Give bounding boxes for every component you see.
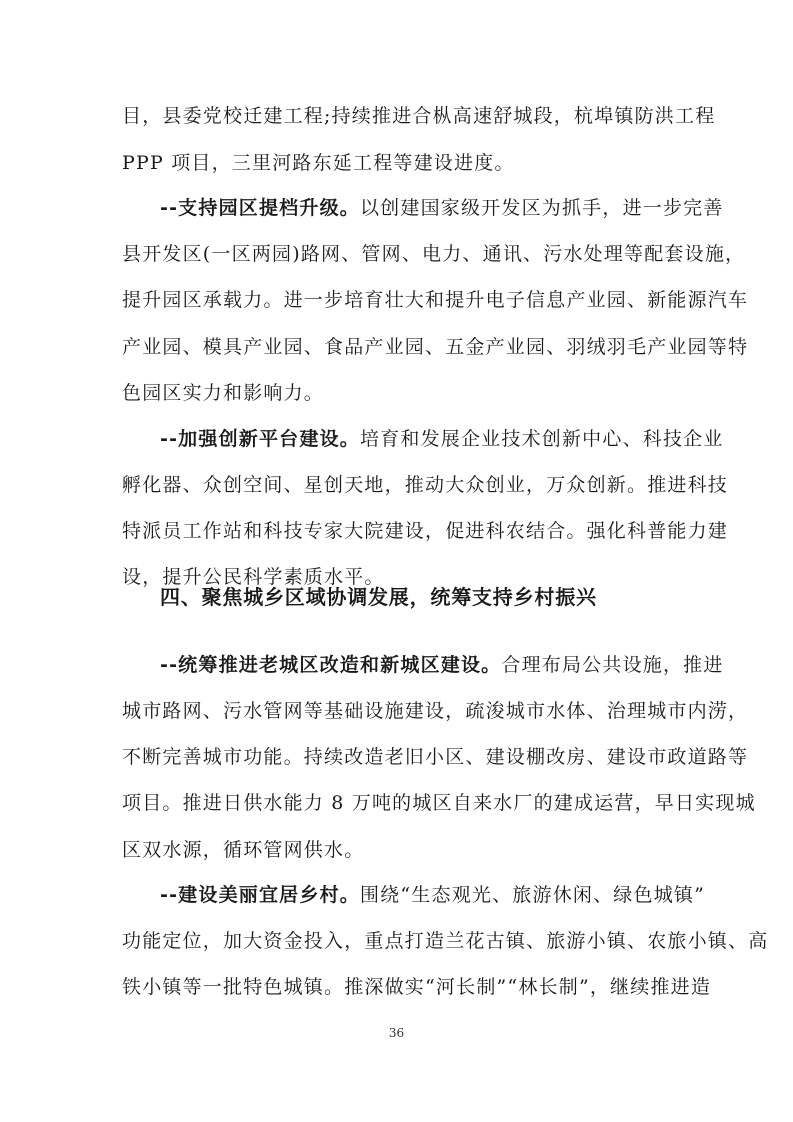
paragraph-lead: --建设美丽宜居乡村。 (160, 884, 360, 906)
text-line: 孵化器、众创空间、星创天地，推动大众创业，万众创新。推进科技 (122, 474, 729, 496)
text-run: 合理布局公共设施，推进 (501, 654, 724, 676)
text-line: 铁小镇等一批特色城镇。推深做实“河长制”“林长制”，继续推进造 (122, 976, 712, 998)
text-line: 项目。推进日供水能力 8 万吨的城区自来水厂的建成运营，早日实现城 (122, 792, 756, 814)
paragraph-innovation-platform (160, 426, 724, 452)
paragraph-lead: --统筹推进老城区改造和新城区建设。 (160, 654, 502, 676)
text-run: 围绕“生态观光、旅游休闲、绿色城镇” (359, 884, 706, 906)
text-line: PPP 项目，三里河路东延工程等建设进度。 (122, 152, 515, 174)
text-line: 设，提升公民科学素质水平。 (122, 566, 385, 588)
section-heading: 四、聚焦城乡区域协调发展，统筹支持乡村振兴 (160, 585, 597, 609)
text-line: 提升园区承载力。进一步培育壮大和提升电子信息产业园、新能源汽车 (122, 289, 749, 311)
text-line: 功能定位，加大资金投入，重点打造兰花古镇、旅游小镇、农旅小镇、高 (122, 930, 769, 952)
text-line: 特派员工作站和科技专家大院建设，促进科农结合。强化科普能力建 (122, 520, 729, 542)
text-line: 不断完善城市功能。持续改造老旧小区、建设棚改房、建设市政道路等 (122, 746, 749, 768)
text-line: 目，县委党校迁建工程;持续推进合枞高速舒城段，杭埠镇防洪工程 (122, 105, 716, 127)
text-line: 县开发区(一区两园)路网、管网、电力、通讯、污水处理等配套设施， (122, 243, 746, 265)
text-line: 产业园、模具产业园、食品产业园、五金产业园、羽绒羽毛产业园等特 (122, 336, 749, 358)
paragraph-lead: --支持园区提档升级。 (160, 197, 360, 219)
paragraph-livable-village (160, 882, 705, 908)
paragraph-urban-renewal (160, 652, 724, 678)
text-line: 色园区实力和影响力。 (122, 382, 325, 404)
text-line: 城市路网、污水管网等基础设施建设，疏浚城市水体、治理城市内涝， (122, 700, 749, 722)
text-line: 区双水源，循环管网供水。 (122, 839, 365, 861)
paragraph-lead: --加强创新平台建设。 (160, 428, 360, 450)
text-run: 培育和发展企业技术创新中心、科技企业 (359, 428, 724, 450)
text-run: 以创建国家级开发区为抓手，进一步完善 (359, 197, 724, 219)
page-number: 36 (388, 1026, 405, 1040)
paragraph-park-upgrade (160, 195, 724, 221)
